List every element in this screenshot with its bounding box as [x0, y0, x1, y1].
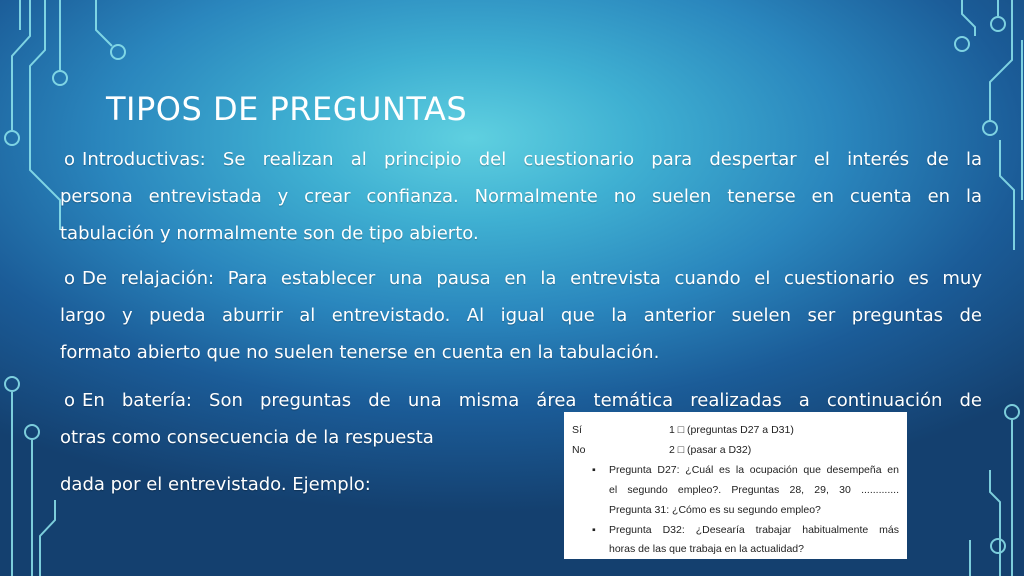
example-questionnaire-image	[564, 412, 907, 559]
bullet-marker: o	[64, 149, 76, 170]
paragraph-line: largo y pueda aburrir al entrevistado. Al igual que la anterior suelen ser preguntas de	[60, 305, 982, 326]
option-value-no: 2 □ (pasar a D32)	[669, 444, 752, 456]
question-d32-line-1: Pregunta D32: ¿Desearía trabajar habitualmente más	[609, 524, 899, 536]
paragraph-line: o Introductivas: Se realizan al principio del cuestionario para despertar el interés de la	[64, 149, 982, 170]
square-bullet-icon: ▪	[592, 464, 596, 476]
slide-title: TIPOS DE PREGUNTAS	[106, 90, 468, 128]
question-d27-line-2: el segundo empleo?. Preguntas 28, 29, 30 .............	[609, 484, 899, 496]
question-31: Pregunta 31: ¿Cómo es su segundo empleo?	[609, 504, 821, 516]
paragraph-line: formato abierto que no suelen tenerse en cuenta en la tabulación.	[60, 342, 660, 363]
bullet-marker: o	[64, 390, 76, 411]
option-label-no: No	[572, 444, 586, 456]
paragraph-introductivas	[60, 141, 982, 252]
paragraph-line: o De relajación: Para establecer una pausa en la entrevista cuando el cuestionario es muy	[64, 268, 982, 289]
paragraph-bateria-line-2: otras como consecuencia de la respuesta	[60, 427, 434, 448]
paragraph-relajacion	[60, 260, 982, 371]
paragraph-bateria-line-1: o En batería: Son preguntas de una misma área temática realizadas a continuación de	[64, 390, 982, 411]
option-label-si: Sí	[572, 424, 582, 436]
question-d27-line-1: Pregunta D27: ¿Cuál es la ocupación que desempeña en	[609, 464, 899, 476]
option-value-si: 1 □ (preguntas D27 a D31)	[669, 424, 794, 436]
paragraph-line: persona entrevistada y crear confianza. Normalmente no suelen tenerse en cuenta en la	[60, 186, 982, 207]
square-bullet-icon: ▪	[592, 524, 596, 536]
bullet-marker: o	[64, 268, 76, 289]
paragraph-bateria-line-3: dada por el entrevistado. Ejemplo:	[60, 474, 371, 495]
question-d32-line-2: horas de las que trabaja en la actualidad?	[609, 543, 804, 555]
paragraph-line: tabulación y normalmente son de tipo abierto.	[60, 223, 479, 244]
